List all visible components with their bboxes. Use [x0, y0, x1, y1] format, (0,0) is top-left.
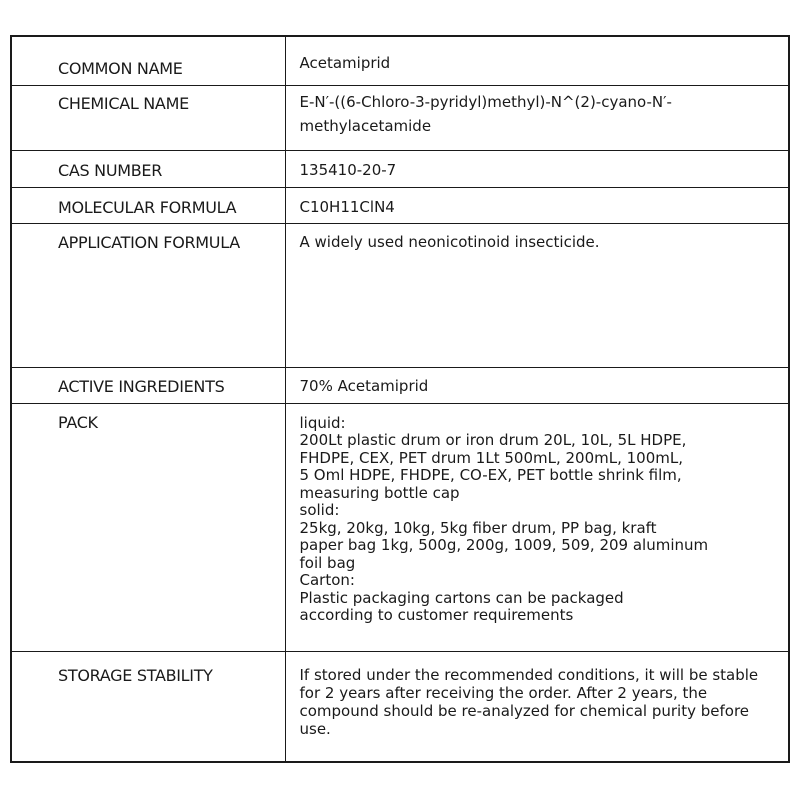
- pack-line: liquid:: [299, 413, 346, 432]
- table-row: [11, 187, 789, 223]
- application-formula-label: APPLICATION FORMULA: [11, 223, 285, 367]
- table-row: [11, 403, 789, 651]
- pack-line: 5 Oml HDPE, FHDPE, CO-EX, PET bottle shrink film,: [299, 466, 682, 484]
- pack-line: solid:: [299, 501, 340, 519]
- chemical-name-value: E-N′-((6-Chloro-3-pyridyl)methyl)-N^(2)-cyano-N′-methylacetamide: [285, 85, 789, 150]
- pack-line: Carton:: [299, 571, 355, 589]
- common-name-label: COMMON NAME: [11, 36, 285, 85]
- table-row: [11, 150, 789, 187]
- cas-number-label: CAS NUMBER: [11, 150, 285, 187]
- application-formula-value: A widely used neonicotinoid insecticide.: [285, 223, 789, 367]
- storage-stability-value: If stored under the recommended conditions, it will be stable for 2 years after receiving the order. After 2 years, the compound should be re-analyzed for chemical purity before use.: [285, 651, 789, 762]
- pack-line: according to customer requirements: [299, 606, 574, 624]
- pack-line: 25kg, 20kg, 10kg, 5kg fiber drum, PP bag, kraft: [299, 518, 657, 537]
- table-row: [11, 36, 789, 85]
- pack-line: measuring bottle cap: [299, 483, 460, 502]
- chemical-name-label: CHEMICAL NAME: [11, 85, 285, 150]
- storage-stability-label: STORAGE STABILITY: [11, 651, 285, 762]
- pack-line: FHDPE, CEX, PET drum 1Lt 500mL, 200mL, 100mL,: [299, 448, 683, 467]
- pack-line: 200Lt plastic drum or iron drum 20L, 10L, 5L HDPE,: [299, 431, 687, 449]
- active-ingredients-label: ACTIVE INGREDIENTS: [11, 367, 285, 403]
- common-name-value: Acetamiprid: [285, 36, 789, 85]
- pack-label: PACK: [11, 403, 285, 651]
- pack-line: foil bag: [299, 553, 356, 572]
- molecular-formula-value: C10H11ClN4: [285, 187, 789, 223]
- table-row: [11, 85, 789, 150]
- molecular-formula-label: MOLECULAR FORMULA: [11, 187, 285, 223]
- pack-value: [285, 403, 789, 651]
- table-row: [11, 367, 789, 403]
- table-row: [11, 651, 789, 762]
- pack-line: paper bag 1kg, 500g, 200g, 1009, 509, 209 aluminum: [299, 536, 709, 554]
- cas-number-value: 135410-20-7: [285, 150, 789, 187]
- active-ingredients-value: 70% Acetamiprid: [285, 367, 789, 403]
- table-row: [11, 223, 789, 367]
- product-spec-table: [10, 35, 790, 763]
- pack-line: Plastic packaging cartons can be packaged: [299, 588, 624, 607]
